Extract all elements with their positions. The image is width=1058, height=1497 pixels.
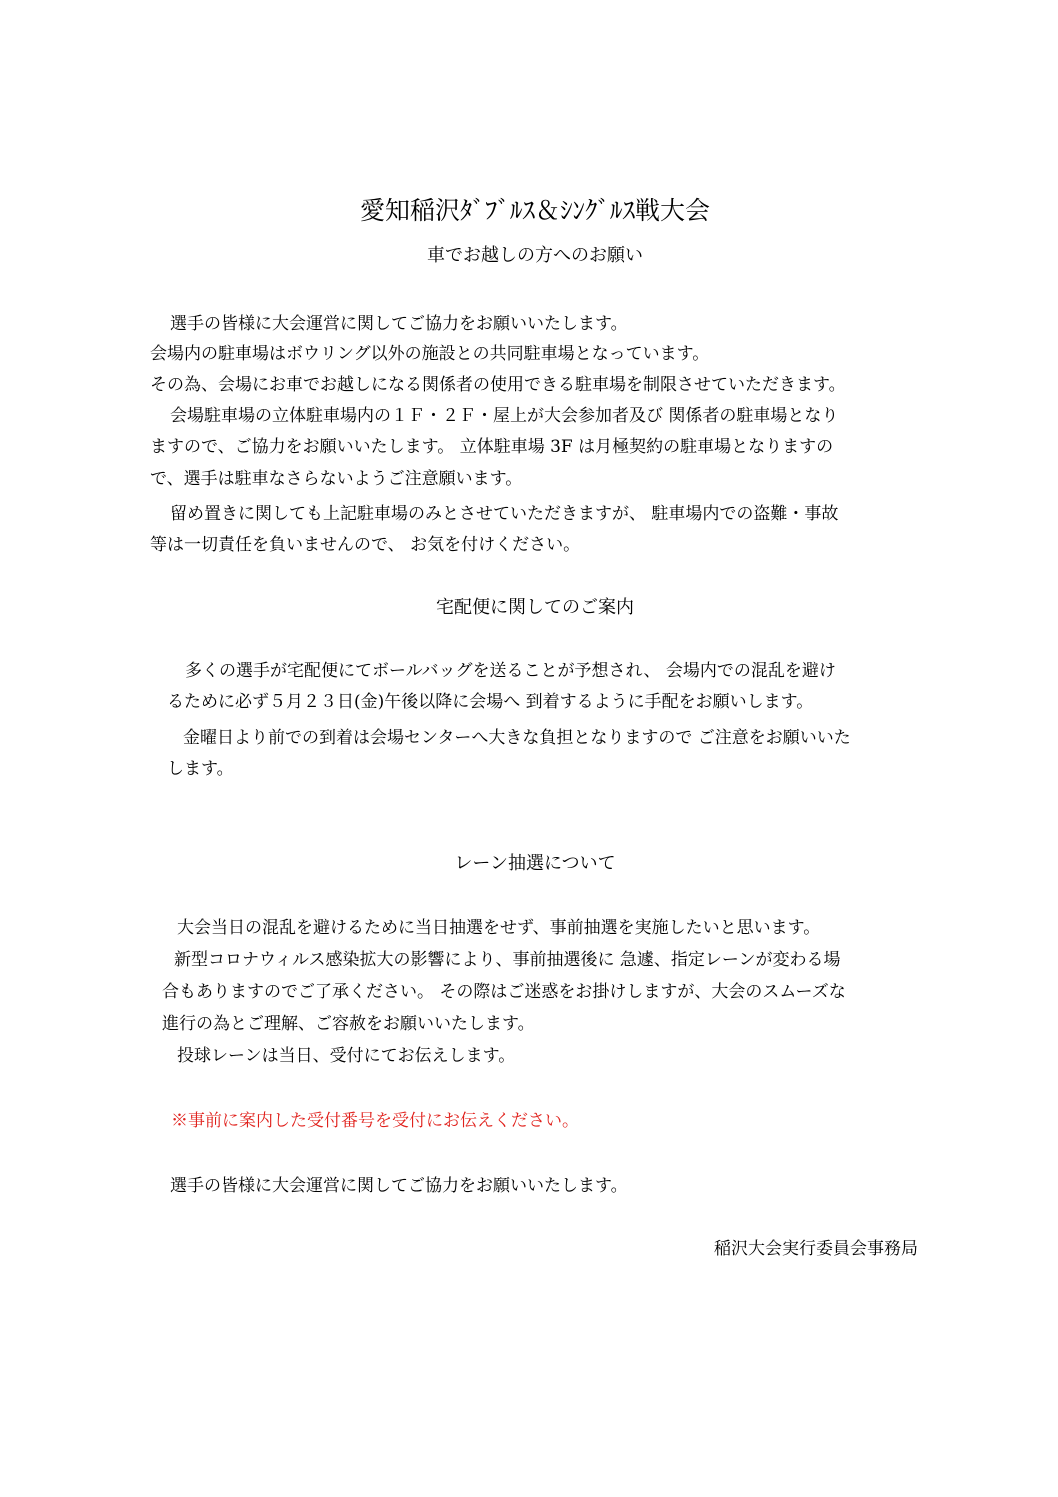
document-title: 愛知稲沢ﾀﾞﾌﾞﾙｽ＆ｼﾝｸﾞﾙｽ戦大会: [359, 196, 710, 225]
lane-line-1: 大会当日の混乱を避けるために当日抽選をせず、事前抽選を実施したいと思います。: [177, 918, 821, 938]
section-lane-heading: レーン抽選について: [454, 853, 616, 874]
closing-line: 選手の皆様に大会運営に関してご協力をお願いいたします。: [170, 1176, 628, 1196]
section-delivery-heading: 宅配便に関してのご案内: [436, 597, 634, 618]
parking-line-4: 会場駐車場の立体駐車場内の１Ｆ・２Ｆ・屋上が大会参加者及び 関係者の駐車場となり: [170, 406, 839, 426]
parking-line-1: 選手の皆様に大会運営に関してご協力をお願いいたします。: [170, 314, 628, 334]
lane-line-3: 合もありますのでご了承ください。 その際はご迷惑をお掛けしますが、大会のスムーズな: [162, 982, 846, 1002]
parking-line-5: ますので、ご協力をお願いいたします。 立体駐車場 3F は月極契約の駐車場となりますの: [150, 437, 834, 457]
parking-line-2: 会場内の駐車場はボウリング以外の施設との共同駐車場となっています。: [150, 344, 710, 364]
delivery-line-2: るために必ず５月２３日(金)午後以降に会場へ 到着するように手配をお願いします。: [167, 692, 814, 712]
parking-line-7: 留め置きに関しても上記駐車場のみとさせていただきますが、 駐車場内での盗難・事故: [170, 504, 839, 524]
signature: 稲沢大会実行委員会事務局: [714, 1239, 918, 1259]
section-parking-heading: 車でお越しの方へのお願い: [427, 245, 643, 266]
lane-line-4: 進行の為とご理解、ご容赦をお願いいたします。: [162, 1014, 535, 1034]
lane-line-5: 投球レーンは当日、受付にてお伝えします。: [177, 1046, 516, 1066]
parking-line-8: 等は一切責任を負いませんので、 お気を付けください。: [150, 535, 581, 555]
delivery-line-3: 金曜日より前での到着は会場センターへ大きな負担となりますので ご注意をお願いいた: [183, 728, 851, 748]
delivery-line-4: します。: [167, 759, 234, 779]
parking-line-3: その為、会場にお車でお越しになる関係者の使用できる駐車場を制限させていただきます。: [150, 375, 846, 395]
delivery-line-1: 多くの選手が宅配便にてボールバッグを送ることが予想され、 会場内での混乱を避け: [185, 661, 836, 681]
receipt-number-notice: ※事前に案内した受付番号を受付にお伝えください。: [171, 1111, 579, 1131]
lane-line-2: 新型コロナウィルス感染拡大の影響により、事前抽選後に 急遽、指定レーンが変わる場: [174, 950, 841, 970]
parking-line-6: で、選手は駐車なさらないようご注意願います。: [150, 469, 523, 489]
